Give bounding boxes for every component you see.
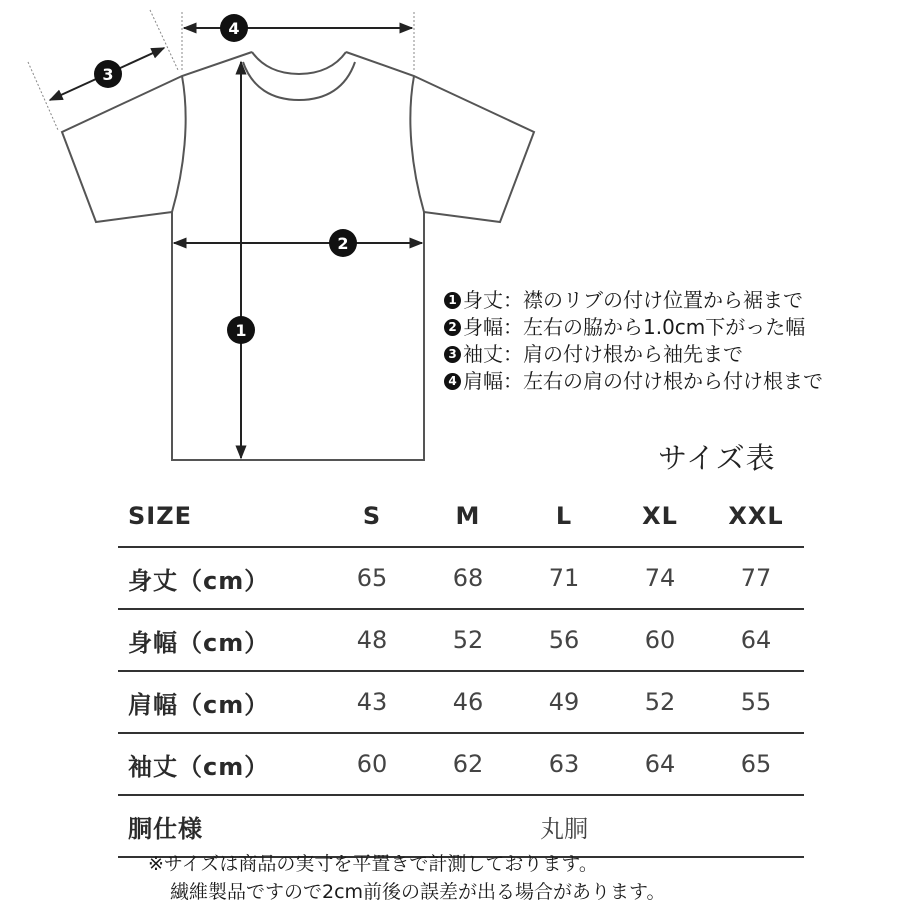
marker-3 (94, 60, 122, 88)
table-row (118, 671, 804, 733)
table-cell: 49 (516, 671, 612, 733)
legend-item (444, 341, 823, 368)
svg-text:3: 3 (102, 65, 114, 84)
table-cell: 74 (612, 547, 708, 609)
table-cell: 71 (516, 547, 612, 609)
table-cell: 77 (708, 547, 804, 609)
table-cell: 52 (612, 671, 708, 733)
row-label: 胴仕様 (118, 795, 324, 857)
row-label: 袖丈（cm） (118, 733, 324, 795)
note-line-1: ※サイズは商品の実寸を平置きで計測しております。 (148, 853, 598, 875)
table-cell: 48 (324, 609, 420, 671)
measurement-legend (444, 287, 823, 395)
table-cell: 56 (516, 609, 612, 671)
header-s: S (324, 486, 420, 547)
row-label: 身丈（cm） (118, 547, 324, 609)
marker-4 (220, 14, 248, 42)
table-cell: 55 (708, 671, 804, 733)
size-table (118, 486, 804, 858)
tshirt-outline (62, 52, 534, 460)
legend-text: 袖丈：肩の付け根から袖先まで (463, 342, 743, 366)
header-l: L (516, 486, 612, 547)
table-row (118, 733, 804, 795)
body-type-value: 丸胴 (324, 795, 804, 857)
table-cell: 52 (420, 609, 516, 671)
table-cell: 43 (324, 671, 420, 733)
measurement-note (148, 850, 666, 906)
table-cell: 68 (420, 547, 516, 609)
table-cell: 63 (516, 733, 612, 795)
legend-number: 4 (444, 373, 461, 390)
note-line-2: 繊維製品ですので2cm前後の誤差が出る場合があります。 (170, 881, 666, 903)
legend-text: 肩幅：左右の肩の付け根から付け根まで (463, 369, 823, 393)
table-cell: 64 (708, 609, 804, 671)
svg-text:4: 4 (228, 19, 240, 38)
header-xl: XL (612, 486, 708, 547)
table-row (118, 547, 804, 609)
legend-text: 身丈：襟のリブの付け位置から裾まで (463, 288, 803, 312)
legend-item (444, 368, 823, 395)
row-label: 肩幅（cm） (118, 671, 324, 733)
header-m: M (420, 486, 516, 547)
header-size: SIZE (118, 486, 324, 547)
table-row (118, 609, 804, 671)
table-cell: 65 (324, 547, 420, 609)
legend-number: 2 (444, 319, 461, 336)
row-label: 身幅（cm） (118, 609, 324, 671)
size-table-title: サイズ表 (658, 441, 776, 475)
marker-2 (329, 229, 357, 257)
table-row-body-type (118, 795, 804, 857)
marker-1 (227, 316, 255, 344)
legend-number: 3 (444, 346, 461, 363)
table-cell: 46 (420, 671, 516, 733)
table-header-row (118, 486, 804, 547)
legend-number: 1 (444, 292, 461, 309)
table-cell: 65 (708, 733, 804, 795)
table-cell: 60 (324, 733, 420, 795)
legend-item (444, 314, 823, 341)
legend-text: 身幅：左右の脇から1.0cm下がった幅 (463, 315, 806, 339)
header-xxl: XXL (708, 486, 804, 547)
svg-text:2: 2 (337, 234, 349, 253)
table-cell: 60 (612, 609, 708, 671)
table-cell: 62 (420, 733, 516, 795)
table-cell: 64 (612, 733, 708, 795)
legend-item (444, 287, 823, 314)
svg-text:1: 1 (235, 321, 247, 340)
